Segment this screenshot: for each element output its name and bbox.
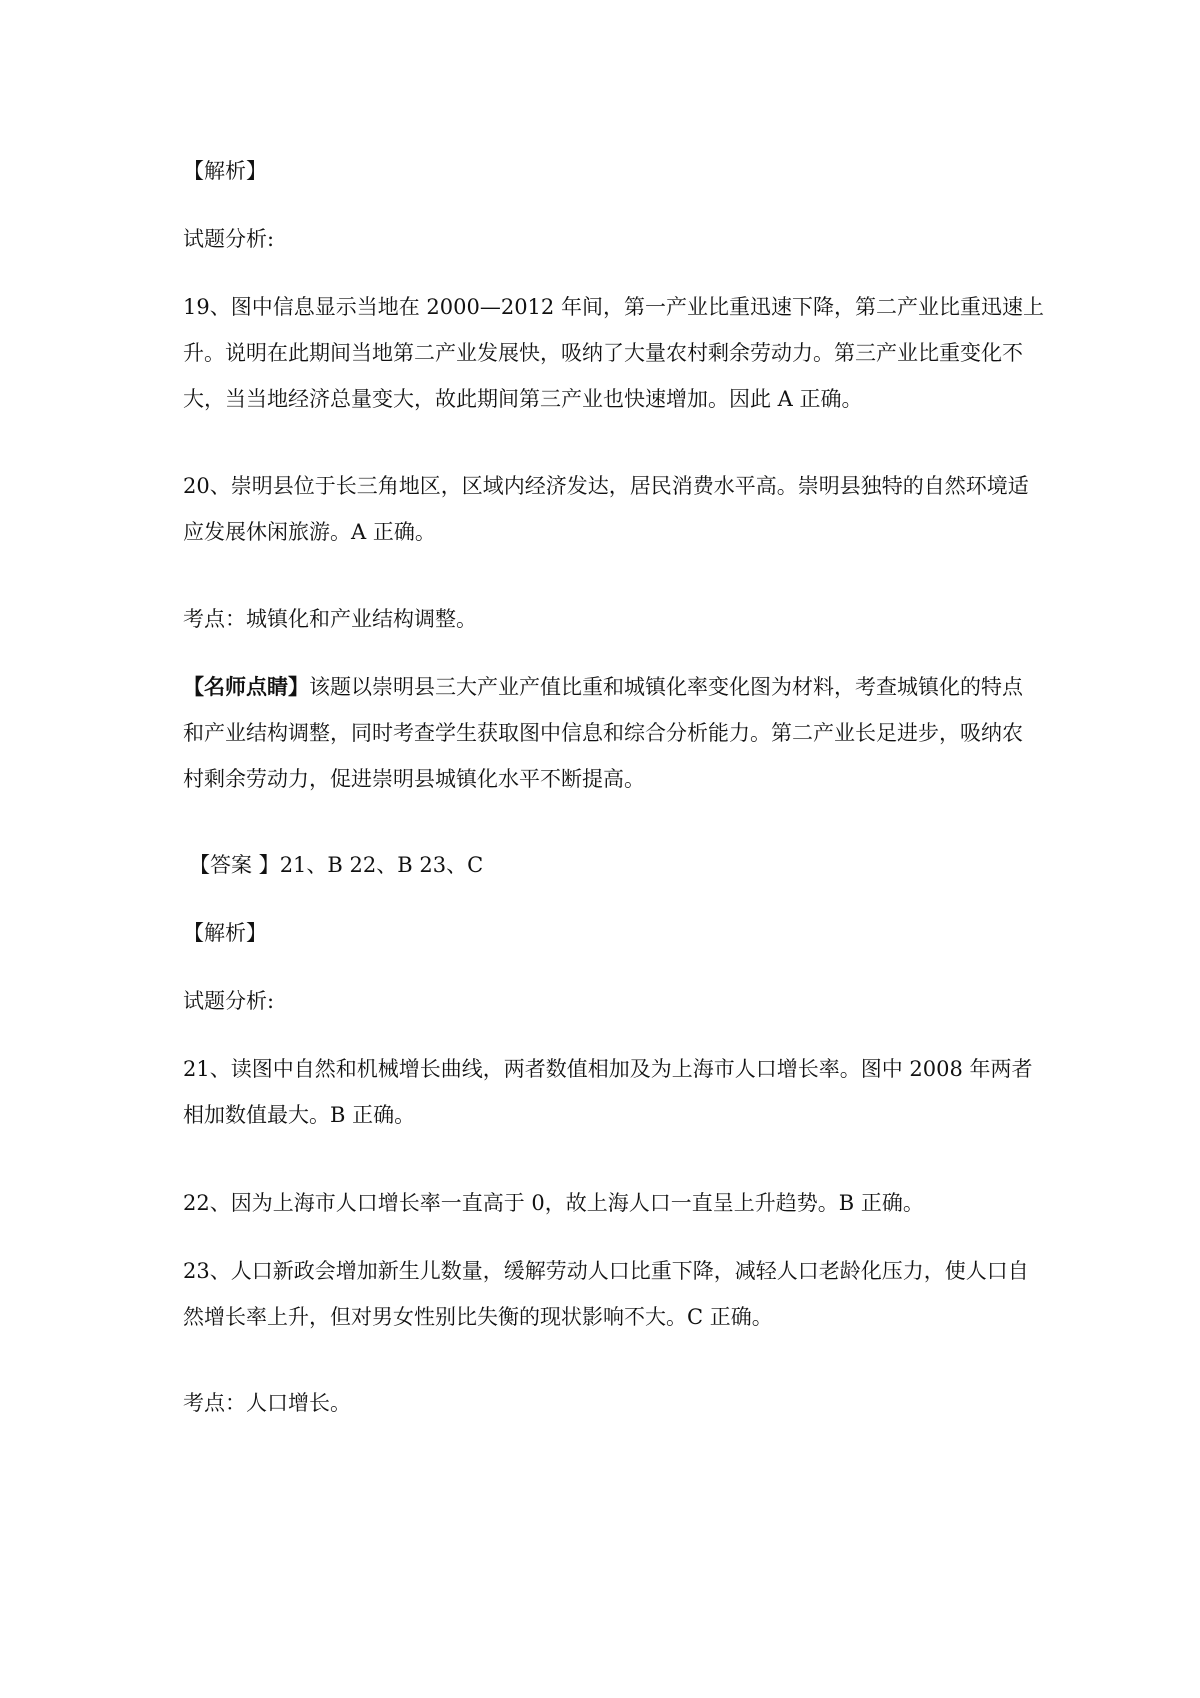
analysis-subheading-2: [183, 978, 1023, 1024]
heading-text: 【解析】: [183, 921, 267, 945]
question-23-explanation: [183, 1248, 1029, 1340]
question-19-explanation: [183, 284, 1044, 422]
text-line: [189, 842, 1029, 888]
text-line: [183, 664, 1023, 710]
text-line: 然增长率上升，但对男女性别比失衡的现状影响不大。C 正确。: [183, 1305, 773, 1329]
key-point-text: 考点：城镇化和产业结构调整。: [183, 607, 477, 631]
heading-text: 【解析】: [183, 159, 267, 183]
analysis-subheading-1: [183, 216, 1023, 262]
text-line: 升。说明在此期间当地第二产业发展快，吸纳了大量农村剩余劳动力。第三产业比重变化不: [183, 341, 1023, 365]
text-line: 大，当当地经济总量变大，故此期间第三产业也快速增加。因此 A 正确。: [183, 387, 863, 411]
teacher-comment-text: 该题以崇明县三大产业产值比重和城镇化率变化图为材料，考查城镇化的特点: [309, 675, 1023, 699]
text-line: 村剩余劳动力，促进崇明县城镇化水平不断提高。: [183, 767, 645, 791]
text-line: 21、读图中自然和机械增长曲线，两者数值相加及为上海市人口增长率。图中 2008 年两者: [183, 1057, 1033, 1081]
subheading-text: 试题分析:: [183, 989, 275, 1013]
teacher-comment: [183, 664, 1023, 802]
key-point-text: 考点：人口增长。: [183, 1391, 351, 1415]
text-line: 19、图中信息显示当地在 2000—2012 年间，第一产业比重迅速下降，第二产业比重迅速上: [183, 295, 1044, 319]
text-line: 相加数值最大。B 正确。: [183, 1103, 416, 1127]
answer-line: [189, 842, 1029, 888]
text-line: 22、因为上海市人口增长率一直高于 0，故上海人口一直呈上升趋势。B 正确。: [183, 1191, 924, 1215]
text-line: 23、人口新政会增加新生儿数量，缓解劳动人口比重下降，减轻人口老龄化压力，使人口自: [183, 1259, 1029, 1283]
key-point-2: [183, 1380, 1023, 1426]
key-point-1: [183, 596, 1023, 642]
question-22-explanation: [183, 1180, 1023, 1226]
question-21-explanation: [183, 1046, 1033, 1138]
text-line: 20、崇明县位于长三角地区，区域内经济发达，居民消费水平高。崇明县独特的自然环境适: [183, 474, 1029, 498]
teacher-comment-label: 【名师点睛】: [183, 674, 309, 699]
answer-label: 【答案 】: [189, 853, 280, 877]
subheading-text: 试题分析:: [183, 227, 275, 251]
analysis-heading-2: [183, 910, 1023, 956]
question-20-explanation: [183, 463, 1029, 555]
analysis-heading-1: [183, 148, 1023, 194]
text-line: 应发展休闲旅游。A 正确。: [183, 520, 436, 544]
answer-text: 21、B 22、B 23、C: [279, 853, 484, 877]
text-line: 和产业结构调整，同时考查学生获取图中信息和综合分析能力。第二产业长足进步，吸纳农: [183, 721, 1023, 745]
